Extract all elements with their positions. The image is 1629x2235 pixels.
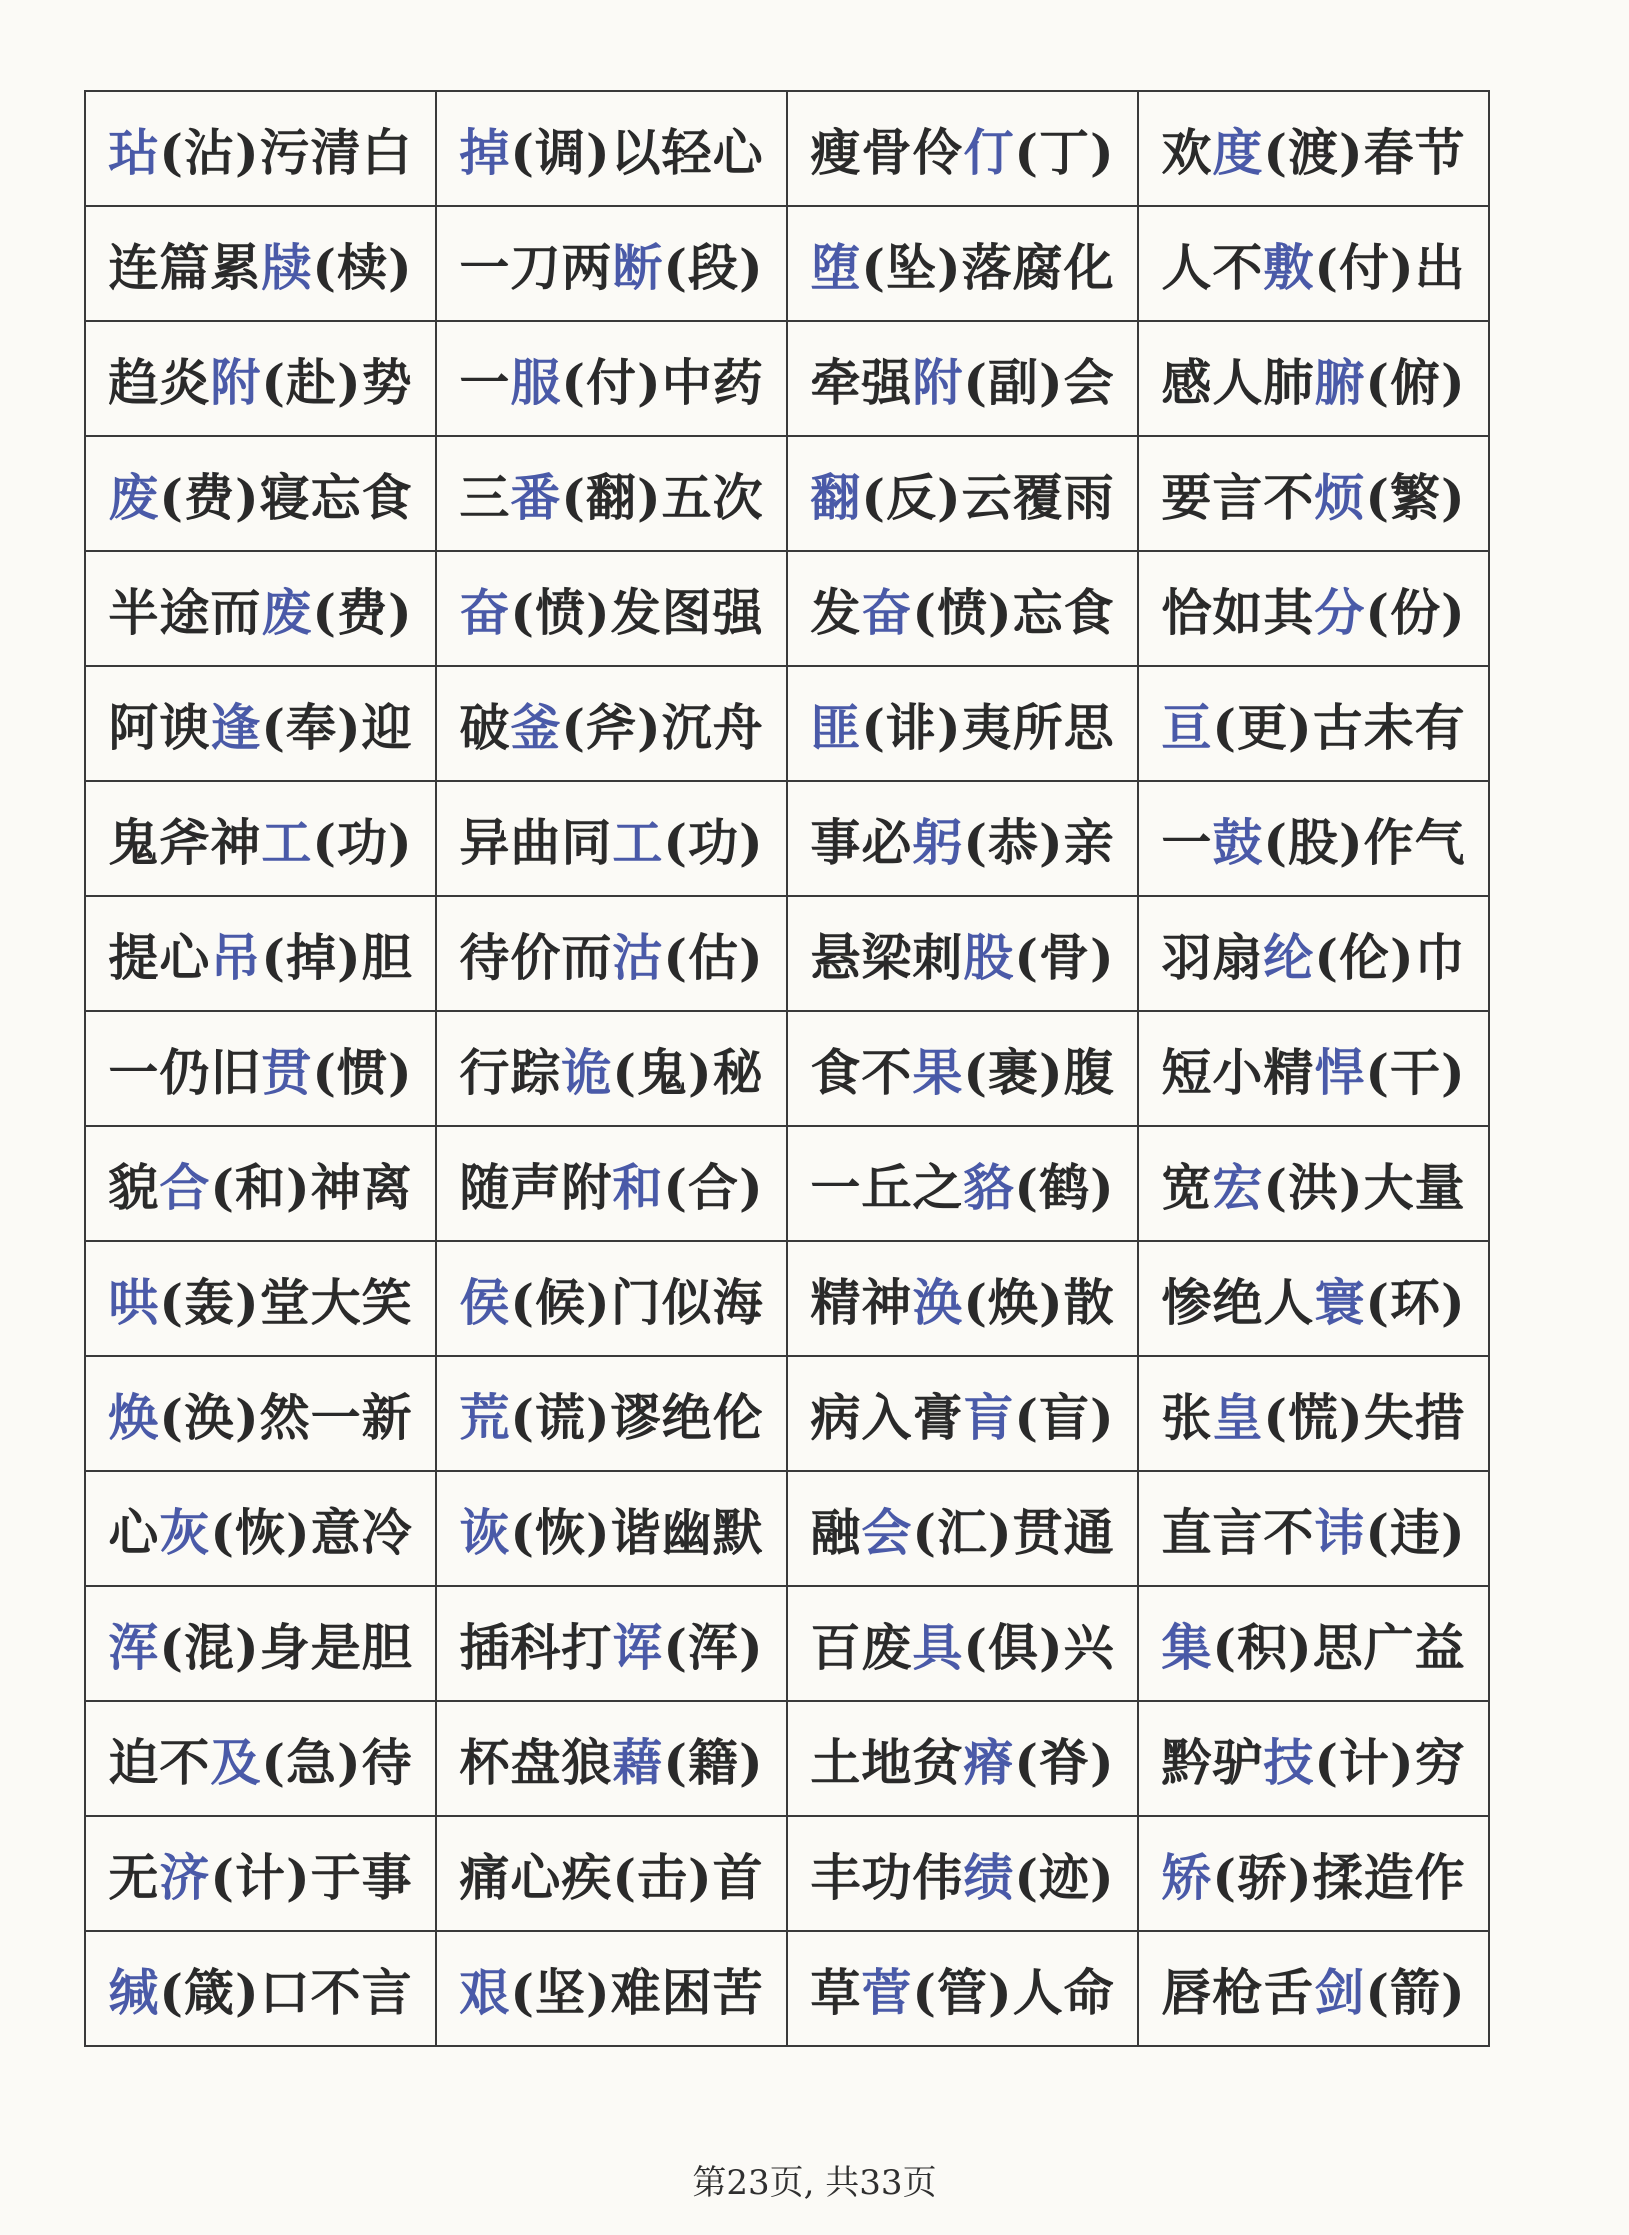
highlighted-character: 躬: [912, 812, 964, 872]
idiom-cell: [436, 436, 787, 551]
highlighted-character: 济: [159, 1847, 211, 1907]
idiom-text: (盲): [1014, 1387, 1115, 1447]
idiom-cell: [436, 1816, 787, 1931]
highlighted-character: 哄: [108, 1272, 160, 1332]
highlighted-character: 合: [159, 1157, 211, 1217]
table-row: [85, 666, 1489, 781]
highlighted-character: 烦: [1314, 467, 1366, 527]
idiom-text: (付)中药: [561, 352, 764, 412]
idiom-cell: [85, 1816, 436, 1931]
idiom-text: (合): [663, 1157, 764, 1217]
idiom-text: 唇枪舌: [1161, 1962, 1315, 2022]
table-row: [85, 206, 1489, 321]
idiom-text: (份): [1365, 582, 1466, 642]
idiom-cell: [1138, 91, 1489, 206]
idiom-table-body: [85, 91, 1489, 2046]
idiom-text: 恰如其: [1161, 582, 1315, 642]
idiom-text: (计)于事: [210, 1847, 413, 1907]
highlighted-character: 肓: [963, 1387, 1015, 1447]
table-row: [85, 1701, 1489, 1816]
idiom-cell: [787, 781, 1138, 896]
idiom-text: (恭)亲: [963, 812, 1115, 872]
idiom-text: (功): [312, 812, 413, 872]
idiom-text: (籍): [663, 1732, 764, 1792]
idiom-text: (反)云覆雨: [861, 467, 1115, 527]
highlighted-character: 附: [210, 352, 262, 412]
idiom-cell: [787, 1816, 1138, 1931]
idiom-cell: [787, 321, 1138, 436]
idiom-text: (恢)意冷: [210, 1502, 413, 1562]
idiom-cell: [1138, 1126, 1489, 1241]
idiom-text: 宽: [1161, 1157, 1213, 1217]
idiom-text: (计)穷: [1314, 1732, 1466, 1792]
idiom-text: (违): [1365, 1502, 1466, 1562]
idiom-text: 直言不: [1161, 1502, 1315, 1562]
idiom-text: (调)以轻心: [510, 122, 764, 182]
highlighted-character: 玷: [108, 122, 160, 182]
idiom-cell: [787, 1011, 1138, 1126]
idiom-text: (费): [312, 582, 413, 642]
highlighted-character: 贯: [261, 1042, 313, 1102]
idiom-text: 要言不: [1161, 467, 1315, 527]
idiom-text: (焕)散: [963, 1272, 1115, 1332]
idiom-text: (鹤): [1014, 1157, 1115, 1217]
idiom-text: 张: [1161, 1387, 1213, 1447]
highlighted-character: 寰: [1314, 1272, 1366, 1332]
idiom-cell: [1138, 896, 1489, 1011]
idiom-text: 插科打: [459, 1617, 613, 1677]
idiom-cell: [1138, 1356, 1489, 1471]
idiom-text: (段): [663, 237, 764, 297]
highlighted-character: 皇: [1212, 1387, 1264, 1447]
idiom-cell: [436, 1701, 787, 1816]
idiom-text: (俱)兴: [963, 1617, 1115, 1677]
idiom-cell: [1138, 666, 1489, 781]
table-row: [85, 1586, 1489, 1701]
idiom-text: (丁): [1014, 122, 1115, 182]
highlighted-character: 藉: [612, 1732, 664, 1792]
highlighted-character: 缄: [108, 1962, 160, 2022]
highlighted-character: 亘: [1161, 697, 1213, 757]
highlighted-character: 瘠: [963, 1732, 1015, 1792]
highlighted-character: 讳: [1314, 1502, 1366, 1562]
highlighted-character: 奋: [459, 582, 511, 642]
idiom-cell: [787, 896, 1138, 1011]
highlighted-character: 和: [612, 1157, 664, 1217]
highlighted-character: 会: [861, 1502, 913, 1562]
idiom-text: (诽)夷所思: [861, 697, 1115, 757]
idiom-cell: [85, 1586, 436, 1701]
highlighted-character: 剑: [1314, 1962, 1366, 2022]
highlighted-character: 逢: [210, 697, 262, 757]
idiom-text: (坚)难困苦: [510, 1962, 764, 2022]
highlighted-character: 及: [210, 1732, 262, 1792]
highlighted-character: 貉: [963, 1157, 1015, 1217]
highlighted-character: 附: [912, 352, 964, 412]
highlighted-character: 艰: [459, 1962, 511, 2022]
idiom-text: (洪)大量: [1263, 1157, 1466, 1217]
idiom-table: [84, 90, 1490, 2047]
idiom-cell: [1138, 551, 1489, 666]
highlighted-character: 绩: [963, 1847, 1015, 1907]
highlighted-character: 敷: [1263, 237, 1315, 297]
idiom-cell: [436, 91, 787, 206]
idiom-cell: [1138, 1011, 1489, 1126]
highlighted-character: 灰: [159, 1502, 211, 1562]
highlighted-character: 沽: [612, 927, 664, 987]
highlighted-character: 匪: [810, 697, 862, 757]
idiom-text: 连篇累: [108, 237, 262, 297]
table-row: [85, 551, 1489, 666]
idiom-text: (箭): [1365, 1962, 1466, 2022]
idiom-text: 无: [108, 1847, 160, 1907]
idiom-cell: [436, 781, 787, 896]
highlighted-character: 堕: [810, 237, 862, 297]
idiom-cell: [85, 1126, 436, 1241]
highlighted-character: 废: [261, 582, 313, 642]
idiom-text: (功): [663, 812, 764, 872]
idiom-text: 一丘之: [810, 1157, 964, 1217]
idiom-cell: [436, 551, 787, 666]
idiom-text: (候)门似海: [510, 1272, 764, 1332]
highlighted-character: 废: [108, 467, 160, 527]
idiom-text: (骄)揉造作: [1212, 1847, 1466, 1907]
highlighted-character: 焕: [108, 1387, 160, 1447]
idiom-cell: [436, 1011, 787, 1126]
idiom-cell: [85, 1701, 436, 1816]
idiom-cell: [1138, 1586, 1489, 1701]
idiom-text: (慌)失措: [1263, 1387, 1466, 1447]
highlighted-character: 仃: [963, 122, 1015, 182]
idiom-text: 丰功伟: [810, 1847, 964, 1907]
idiom-text: 提心: [108, 927, 211, 987]
idiom-cell: [436, 1586, 787, 1701]
idiom-text: (更)古未有: [1212, 697, 1466, 757]
highlighted-character: 翻: [810, 467, 862, 527]
idiom-cell: [787, 1586, 1138, 1701]
idiom-text: (椟): [312, 237, 413, 297]
highlighted-character: 鼓: [1212, 812, 1264, 872]
idiom-cell: [787, 436, 1138, 551]
highlighted-character: 技: [1263, 1732, 1315, 1792]
highlighted-character: 果: [912, 1042, 964, 1102]
idiom-text: 心: [108, 1502, 160, 1562]
idiom-text: 一刀两: [459, 237, 613, 297]
idiom-text: (伦)巾: [1314, 927, 1466, 987]
idiom-text: (涣)然一新: [159, 1387, 413, 1447]
table-row: [85, 1471, 1489, 1586]
idiom-text: 病入膏: [810, 1387, 964, 1447]
idiom-text: 半途而: [108, 582, 262, 642]
idiom-cell: [787, 1931, 1138, 2046]
idiom-text: 短小精: [1161, 1042, 1315, 1102]
idiom-text: (和)神离: [210, 1157, 413, 1217]
idiom-text: (轰)堂大笑: [159, 1272, 413, 1332]
idiom-text: (击)首: [612, 1847, 764, 1907]
idiom-text: 欢: [1161, 122, 1213, 182]
idiom-text: (积)思广益: [1212, 1617, 1466, 1677]
idiom-text: 草: [810, 1962, 862, 2022]
idiom-text: (环): [1365, 1272, 1466, 1332]
idiom-cell: [1138, 1931, 1489, 2046]
idiom-text: 感人肺: [1161, 352, 1315, 412]
idiom-text: (迹): [1014, 1847, 1115, 1907]
idiom-cell: [436, 1931, 787, 2046]
idiom-text: 一: [459, 352, 511, 412]
table-row: [85, 1931, 1489, 2046]
idiom-cell: [436, 1471, 787, 1586]
table-row: [85, 321, 1489, 436]
idiom-cell: [85, 91, 436, 206]
idiom-cell: [1138, 1241, 1489, 1356]
idiom-cell: [1138, 1816, 1489, 1931]
idiom-text: (坠)落腐化: [861, 237, 1115, 297]
idiom-cell: [787, 1241, 1138, 1356]
idiom-text: (沾)污清白: [159, 122, 413, 182]
idiom-text: (箴)口不言: [159, 1962, 413, 2022]
idiom-text: 惨绝人: [1161, 1272, 1315, 1332]
highlighted-character: 奋: [861, 582, 913, 642]
highlighted-character: 集: [1161, 1617, 1213, 1677]
idiom-text: 融: [810, 1502, 862, 1562]
highlighted-character: 侯: [459, 1272, 511, 1332]
idiom-text: (股)作气: [1263, 812, 1466, 872]
highlighted-character: 断: [612, 237, 664, 297]
idiom-text: (奉)迎: [261, 697, 413, 757]
highlighted-character: 纶: [1263, 927, 1315, 987]
idiom-cell: [85, 436, 436, 551]
idiom-text: (惯): [312, 1042, 413, 1102]
idiom-text: (俯): [1365, 352, 1466, 412]
idiom-text: (浑): [663, 1617, 764, 1677]
idiom-text: (副)会: [963, 352, 1115, 412]
idiom-text: 瘦骨伶: [810, 122, 964, 182]
table-row: [85, 1816, 1489, 1931]
table-row: [85, 1126, 1489, 1241]
idiom-text: (费)寝忘食: [159, 467, 413, 527]
highlighted-character: 股: [963, 927, 1015, 987]
idiom-cell: [787, 666, 1138, 781]
idiom-cell: [787, 1356, 1138, 1471]
highlighted-character: 诙: [459, 1502, 511, 1562]
idiom-cell: [85, 1241, 436, 1356]
highlighted-character: 悍: [1314, 1042, 1366, 1102]
table-row: [85, 1241, 1489, 1356]
idiom-cell: [787, 1126, 1138, 1241]
idiom-text: (鬼)秘: [612, 1042, 764, 1102]
highlighted-character: 釜: [510, 697, 562, 757]
highlighted-character: 吊: [210, 927, 262, 987]
idiom-cell: [85, 321, 436, 436]
idiom-text: (急)待: [261, 1732, 413, 1792]
highlighted-character: 番: [510, 467, 562, 527]
idiom-text: (估): [663, 927, 764, 987]
idiom-text: 土地贫: [810, 1732, 964, 1792]
idiom-text: 食不: [810, 1042, 913, 1102]
idiom-text: (掉)胆: [261, 927, 413, 987]
highlighted-character: 工: [261, 812, 313, 872]
idiom-cell: [436, 1356, 787, 1471]
idiom-text: 杯盘狼: [459, 1732, 613, 1792]
idiom-cell: [1138, 781, 1489, 896]
idiom-cell: [1138, 206, 1489, 321]
highlighted-character: 矫: [1161, 1847, 1213, 1907]
idiom-text: 貌: [108, 1157, 160, 1217]
idiom-text: 发: [810, 582, 862, 642]
page-footer: 第23页, 共33页: [692, 2163, 937, 2203]
table-row: [85, 1356, 1489, 1471]
idiom-text: (恢)谐幽默: [510, 1502, 764, 1562]
idiom-text: (干): [1365, 1042, 1466, 1102]
table-row: [85, 896, 1489, 1011]
idiom-cell: [787, 551, 1138, 666]
highlighted-character: 分: [1314, 582, 1366, 642]
idiom-text: 阿谀: [108, 697, 211, 757]
idiom-cell: [85, 1471, 436, 1586]
highlighted-character: 服: [510, 352, 562, 412]
idiom-text: (骨): [1014, 927, 1115, 987]
idiom-text: 鬼斧神: [108, 812, 262, 872]
highlighted-character: 菅: [861, 1962, 913, 2022]
idiom-cell: [787, 206, 1138, 321]
idiom-cell: [1138, 1701, 1489, 1816]
highlighted-character: 度: [1212, 122, 1264, 182]
table-row: [85, 1011, 1489, 1126]
idiom-cell: [787, 1471, 1138, 1586]
highlighted-character: 荒: [459, 1387, 511, 1447]
highlighted-character: 具: [912, 1617, 964, 1677]
idiom-cell: [436, 1241, 787, 1356]
highlighted-character: 宏: [1212, 1157, 1264, 1217]
idiom-text: 随声附: [459, 1157, 613, 1217]
idiom-cell: [85, 1011, 436, 1126]
idiom-text: 事必: [810, 812, 913, 872]
idiom-cell: [85, 1931, 436, 2046]
idiom-text: 精神: [810, 1272, 913, 1332]
idiom-text: (裹)腹: [963, 1042, 1115, 1102]
idiom-cell: [85, 206, 436, 321]
highlighted-character: 涣: [912, 1272, 964, 1332]
idiom-cell: [436, 206, 787, 321]
table-row: [85, 436, 1489, 551]
idiom-text: (混)身是胆: [159, 1617, 413, 1677]
idiom-text: (繁): [1365, 467, 1466, 527]
idiom-cell: [436, 1126, 787, 1241]
idiom-cell: [436, 321, 787, 436]
idiom-text: (付)出: [1314, 237, 1466, 297]
highlighted-character: 诨: [612, 1617, 664, 1677]
idiom-text: 百废: [810, 1617, 913, 1677]
idiom-text: 破: [459, 697, 511, 757]
idiom-text: 黔驴: [1161, 1732, 1264, 1792]
highlighted-character: 工: [612, 812, 664, 872]
idiom-text: 行踪: [459, 1042, 562, 1102]
idiom-cell: [436, 896, 787, 1011]
idiom-cell: [85, 666, 436, 781]
idiom-text: (愤)忘食: [912, 582, 1115, 642]
highlighted-character: 腑: [1314, 352, 1366, 412]
idiom-cell: [85, 896, 436, 1011]
idiom-text: (渡)春节: [1263, 122, 1466, 182]
idiom-text: (谎)谬绝伦: [510, 1387, 764, 1447]
idiom-text: 异曲同: [459, 812, 613, 872]
idiom-text: 痛心疾: [459, 1847, 613, 1907]
idiom-text: 三: [459, 467, 511, 527]
idiom-text: 一: [1161, 812, 1213, 872]
idiom-cell: [787, 91, 1138, 206]
idiom-cell: [85, 551, 436, 666]
highlighted-character: 浑: [108, 1617, 160, 1677]
idiom-text: (脊): [1014, 1732, 1115, 1792]
idiom-text: 牵强: [810, 352, 913, 412]
idiom-cell: [1138, 321, 1489, 436]
idiom-text: 待价而: [459, 927, 613, 987]
highlighted-character: 掉: [459, 122, 511, 182]
highlighted-character: 牍: [261, 237, 313, 297]
idiom-cell: [1138, 436, 1489, 551]
idiom-text: (翻)五次: [561, 467, 764, 527]
idiom-text: 一仍旧: [108, 1042, 262, 1102]
idiom-text: 迫不: [108, 1732, 211, 1792]
idiom-text: (斧)沉舟: [561, 697, 764, 757]
idiom-text: 人不: [1161, 237, 1264, 297]
idiom-text: (汇)贯通: [912, 1502, 1115, 1562]
idiom-text: 趋炎: [108, 352, 211, 412]
idiom-text: 悬梁刺: [810, 927, 964, 987]
idiom-cell: [85, 1356, 436, 1471]
idiom-cell: [85, 781, 436, 896]
idiom-text: (赴)势: [261, 352, 413, 412]
idiom-cell: [436, 666, 787, 781]
table-row: [85, 781, 1489, 896]
idiom-text: (管)人命: [912, 1962, 1115, 2022]
idiom-text: 羽扇: [1161, 927, 1264, 987]
table-row: [85, 91, 1489, 206]
idiom-cell: [787, 1701, 1138, 1816]
idiom-text: (愤)发图强: [510, 582, 764, 642]
idiom-cell: [1138, 1471, 1489, 1586]
highlighted-character: 诡: [561, 1042, 613, 1102]
